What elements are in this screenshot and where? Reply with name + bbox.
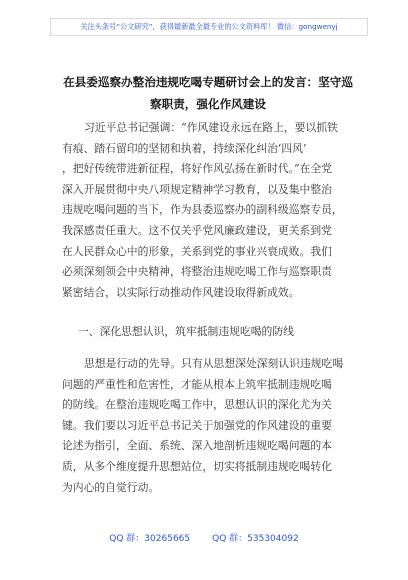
text-line: 深入开展贯彻中央八项规定精神学习教育，以及集中整治	[62, 182, 332, 196]
text-line: 我深感责任重大。这不仅关乎党风廉政建设，更关系到党	[62, 223, 332, 237]
page-footer	[0, 531, 408, 544]
text-line: 有痕、踏石留印的坚韧和执着，持续深化纠治‘四风’	[62, 141, 307, 155]
text-line: 为内心的自觉行动。	[62, 480, 160, 494]
text-line: ，把好传统带进新征程，将好作风弘扬在新时代。”在全党	[62, 162, 333, 176]
section-heading: 一、深化思想认识，筑牢抵制违规吃喝的防线	[78, 325, 294, 338]
title-line-2: 察职责，强化作风建设	[150, 97, 266, 111]
text-line: 的防线。在整治违规吃喝工作中，思想认识的深化尤为关	[62, 398, 332, 412]
text-line: 必须深刻领会中央精神，将整治违规吃喝工作与巡察职责	[62, 265, 332, 279]
text-line: 思想是行动的先导。只有从思想深处深刻认识违规吃喝	[84, 357, 344, 370]
title-line-1: 在县委巡察办整治违规吃喝专题研讨会上的发言：坚守巡	[63, 75, 353, 89]
text-line: 质，从多个维度提升思想站位，切实将抵制违规吃喝转化	[62, 459, 332, 473]
intro-paragraph	[62, 118, 362, 303]
section-paragraph	[62, 354, 362, 498]
text-line: 违规吃喝问题的当下，作为县委巡察办的副科级巡察专员，	[62, 203, 343, 217]
text-line: 键。我们要以习近平总书记关于加强党的作风建设的重要	[62, 418, 332, 432]
qq-group-2: QQ 群：535304092	[212, 534, 299, 544]
qq-group-1: QQ 群：30265665	[109, 534, 191, 544]
document-title	[58, 71, 358, 115]
text-line: 习近平总书记强调：“作风建设永远在路上，要以抓铁	[84, 121, 338, 134]
text-line: 在人民群众心中的形象，关系到党的事业兴衰成败。我们	[62, 244, 332, 258]
text-line: 论述为指引，全面、系统、深入地剖析违规吃喝问题的本	[62, 439, 332, 453]
promo-banner-text: 关注头条号“公文研究”，获得最新最全最专业的公文资料库！ 微信：gongwenyj	[80, 22, 338, 31]
text-line: 问题的严重性和危害性，才能从根本上筑牢抵制违规吃喝	[62, 377, 332, 391]
promo-banner	[50, 18, 368, 36]
text-line: 紧密结合，以实际行动推动作风建设取得新成效。	[62, 285, 300, 299]
